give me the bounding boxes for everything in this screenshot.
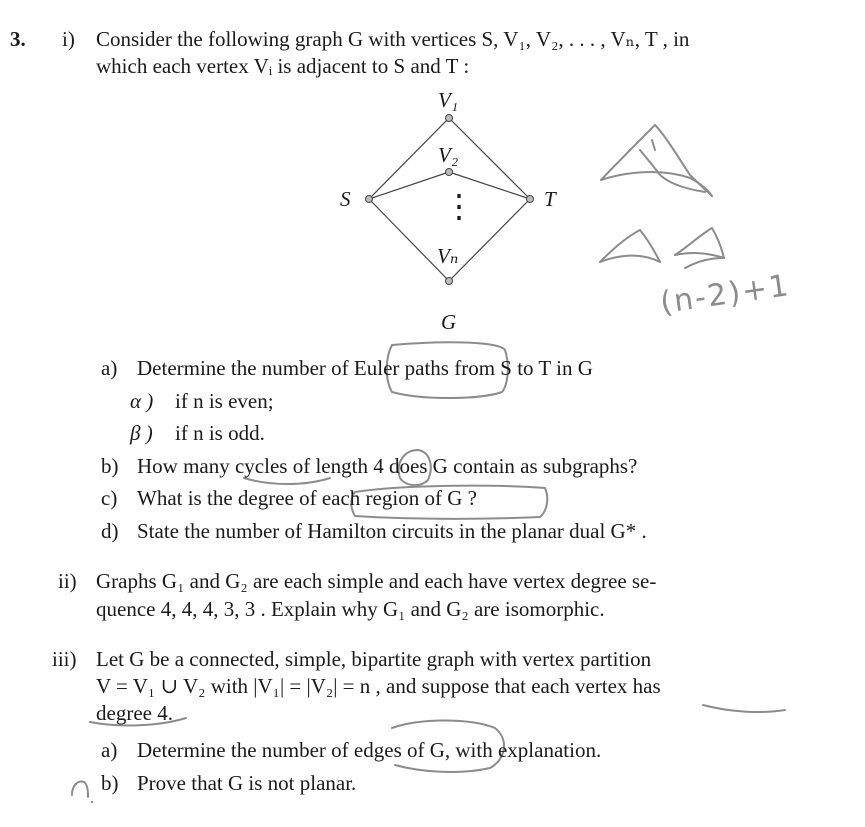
part-i-c-label: c): [101, 486, 118, 510]
vertex-s: [366, 196, 373, 203]
part-iii-line2: V = V₁ ∪ V₂ with |V₁| = |V₂| = n , and suppose that each vertex has: [96, 674, 661, 698]
part-iii-b-text: Prove that G is not planar.: [137, 771, 357, 795]
part-i-d-label: d): [101, 519, 119, 543]
vertex-ellipsis: ⋮: [443, 188, 475, 224]
underline-cycles: [244, 478, 330, 484]
part-ii-line2: quence 4, 4, 4, 3, 3 . Explain why G₁ and G₂ are isomorphic.: [96, 597, 605, 621]
vertex-t: [527, 196, 534, 203]
part-i-a-text: Determine the number of Euler paths from S to T in G: [137, 356, 593, 380]
edge-v1-t: [449, 118, 530, 199]
handwritten-formula: (n-2)+1: [658, 268, 793, 321]
part-i-c-text: What is the degree of each region of G ?: [137, 486, 477, 510]
handwritten-dot: [91, 801, 93, 803]
part-i-d-text: State the number of Hamilton circuits in the planar dual G* .: [137, 519, 647, 543]
edge-s-v2: [369, 172, 449, 199]
part-iii-b-label: b): [101, 771, 119, 795]
vertex-label-vn: Vₙ: [437, 244, 459, 268]
part-iii-a-text: Determine the number of edges of G, with explanation.: [137, 738, 602, 762]
vertex-label-s: S: [340, 187, 351, 211]
vertex-v1: [446, 115, 453, 122]
part-i-b-label: b): [101, 454, 119, 478]
part-ii-label: ii): [58, 569, 77, 593]
edge-s-v1: [369, 118, 449, 199]
vertex-label-t: T: [544, 187, 556, 211]
part-i-beta-text: if n is odd.: [175, 421, 265, 445]
handwritten-sketch-2: [600, 230, 660, 262]
part-i-b-text: How many cycles of length 4 does G contain as subgraphs?: [137, 454, 638, 478]
part-iii-line3: degree 4.: [96, 701, 173, 725]
handwritten-sketch-3: [675, 228, 724, 268]
part-i-label: i): [62, 27, 75, 51]
part-iii-a-label: a): [101, 738, 118, 762]
part-i-a-label: a): [101, 356, 118, 380]
part-iii-line1: Let G be a connected, simple, bipartite graph with vertex partition: [96, 647, 652, 671]
vertex-vn: [446, 278, 453, 285]
part-i-beta-label: β ): [130, 421, 153, 445]
part-i-alpha-text: if n is even;: [175, 389, 274, 413]
part-i-alpha-label: α ): [130, 389, 154, 413]
graph-caption: G: [441, 310, 457, 334]
edge-s-vn: [369, 199, 449, 281]
question-number: 3.: [10, 27, 26, 51]
handwritten-mark-b: [72, 782, 88, 797]
vertex-v2: [446, 169, 453, 176]
handwritten-sketch-1: [601, 125, 712, 196]
vertex-label-v2: V₂: [438, 143, 459, 167]
vertex-label-v1: V₁: [438, 88, 459, 112]
part-ii-line1: Graphs G₁ and G₂ are each simple and each have vertex degree se-: [96, 569, 657, 593]
part-i-intro-line1: Consider the following graph G with vertices S, V₁, V₂, . . . , Vₙ, T , in: [96, 27, 690, 51]
part-i-intro-line2: which each vertex Vᵢ is adjacent to S and T :: [96, 54, 470, 78]
underline-vertex: [703, 705, 785, 712]
part-iii-label: iii): [52, 647, 77, 671]
